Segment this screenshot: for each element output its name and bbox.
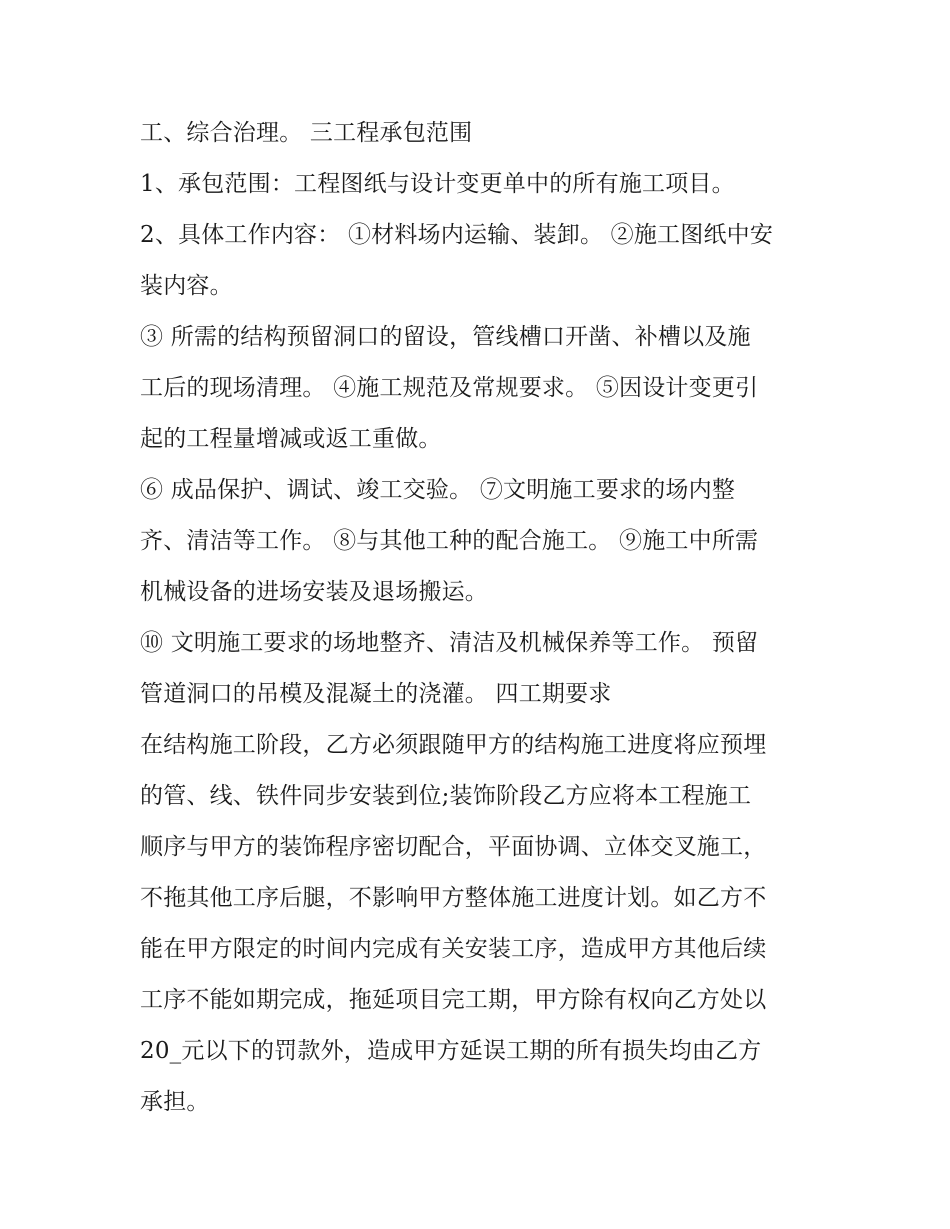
- text-line: 2、具体工作内容： ①材料场内运输、装卸。 ②施工图纸中安: [140, 222, 774, 248]
- text-line: ⑥ 成品保护、调试、竣工交验。 ⑦文明施工要求的场内整: [140, 477, 736, 503]
- text-line: 装内容。: [140, 273, 233, 299]
- text-line: 不拖其他工序后腿，不影响甲方整体施工进度计划。如乙方不: [140, 885, 767, 911]
- text-line: 齐、清洁等工作。 ⑧与其他工种的配合施工。 ⑨施工中所需: [140, 528, 759, 554]
- text-line: 工、综合治理。 三工程承包范围: [140, 120, 473, 146]
- text-line: 能在甲方限定的时间内完成有关安装工序，造成甲方其他后续: [140, 936, 767, 962]
- text-line: 工序不能如期完成，拖延项目完工期，甲方除有权向乙方处以: [140, 987, 767, 1013]
- document-body: [140, 108, 820, 1128]
- text-line: 20_元以下的罚款外，造成甲方延误工期的所有损失均由乙方: [140, 1038, 762, 1064]
- text-line: 起的工程量增减或返工重做。: [140, 426, 442, 452]
- text-line: ⑩ 文明施工要求的场地整齐、清洁及机械保养等工作。 预留: [140, 630, 759, 656]
- text-line: ③ 所需的结构预留洞口的留设，管线槽口开凿、补槽以及施: [140, 324, 751, 350]
- text-line: 承担。: [140, 1089, 210, 1115]
- text-line: 管道洞口的吊模及混凝土的浇灌。 四工期要求: [140, 681, 612, 707]
- text-line: 机械设备的进场安装及退场搬运。: [140, 579, 488, 605]
- text-line: 1、承包范围：工程图纸与设计变更单中的所有施工项目。: [140, 171, 735, 197]
- text-line: 在结构施工阶段，乙方必须跟随甲方的结构施工进度将应预埋: [140, 732, 767, 758]
- text-line: 工后的现场清理。 ④施工规范及常规要求。 ⑤因设计变更引: [140, 375, 759, 401]
- text-line: 的管、线、铁件同步安装到位;装饰阶段乙方应将本工程施工: [140, 783, 752, 809]
- text-line: 顺序与甲方的装饰程序密切配合，平面协调、立体交叉施工，: [140, 834, 767, 860]
